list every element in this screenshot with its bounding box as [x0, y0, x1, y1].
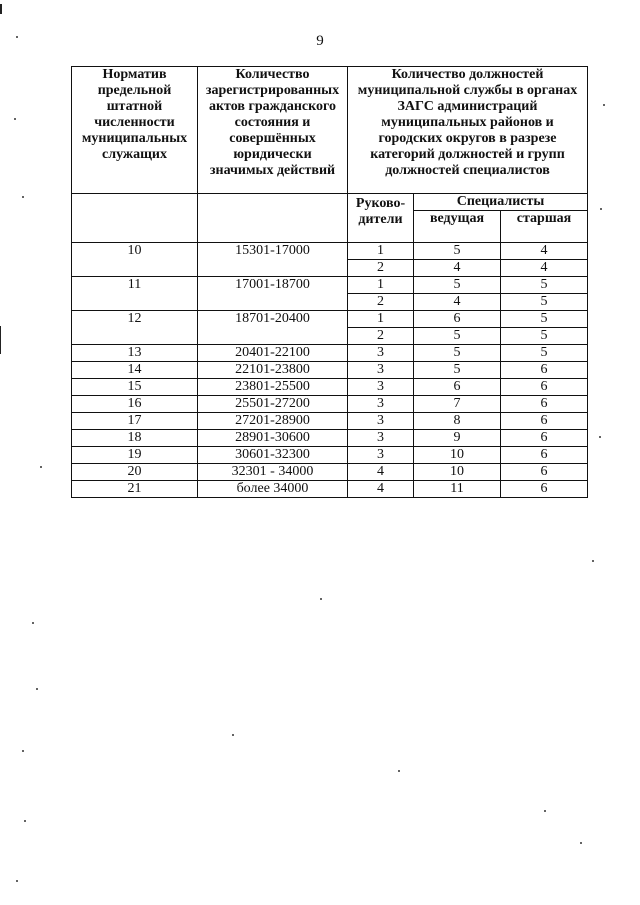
scan-speck: [603, 104, 605, 106]
cell-leading: 10: [414, 464, 501, 481]
cell-norm: 21: [72, 481, 198, 498]
header-positions: Количество должностей муниципальной службы в органах ЗАГС администраций муниципальных районов и городских округов в разрезе категорий должностей и групп должностей специалистов: [348, 67, 588, 194]
cell-acts: 32301 - 34000: [198, 464, 348, 481]
cell-leaders: 3: [348, 413, 414, 430]
scan-speck: [24, 820, 26, 822]
scan-speck: [580, 842, 582, 844]
cell-leaders: 3: [348, 362, 414, 379]
cell-acts: 17001-18700: [198, 277, 348, 311]
cell-leaders: 3: [348, 345, 414, 362]
cell-norm: 11: [72, 277, 198, 311]
cell-leaders: 3: [348, 430, 414, 447]
cell-senior: 6: [501, 379, 588, 396]
scan-speck: [40, 466, 42, 468]
cell-acts: 27201-28900: [198, 413, 348, 430]
cell-norm: 15: [72, 379, 198, 396]
scan-speck: [599, 436, 601, 438]
header-leaders: Руково-дители: [348, 194, 414, 243]
cell-leaders: 1: [348, 311, 414, 328]
cell-leaders: 1: [348, 243, 414, 260]
cell-leaders: 3: [348, 396, 414, 413]
scan-edge-mark: [0, 326, 1, 354]
cell-acts: более 34000: [198, 481, 348, 498]
cell-norm: 20: [72, 464, 198, 481]
scan-edge-mark: [0, 4, 2, 14]
cell-senior: 5: [501, 294, 588, 311]
cell-leading: 6: [414, 379, 501, 396]
cell-acts: 20401-22100: [198, 345, 348, 362]
header-acts: Количество зарегистрированных актов гражданского состояния и совершённых юридически значимых действий: [198, 67, 348, 194]
scan-speck: [592, 560, 594, 562]
scan-speck: [600, 208, 602, 210]
scan-speck: [16, 880, 18, 882]
cell-leading: 9: [414, 430, 501, 447]
cell-senior: 5: [501, 277, 588, 294]
cell-norm: 16: [72, 396, 198, 413]
scan-speck: [398, 770, 400, 772]
cell-senior: 6: [501, 362, 588, 379]
cell-leaders: 3: [348, 379, 414, 396]
scan-speck: [14, 118, 16, 120]
cell-senior: 5: [501, 328, 588, 345]
cell-acts: 25501-27200: [198, 396, 348, 413]
cell-acts: 23801-25500: [198, 379, 348, 396]
cell-leading: 7: [414, 396, 501, 413]
cell-leaders: 1: [348, 277, 414, 294]
cell-norm: 10: [72, 243, 198, 277]
cell-leading: 10: [414, 447, 501, 464]
scan-speck: [32, 622, 34, 624]
scan-speck: [16, 36, 18, 38]
cell-leaders: 4: [348, 481, 414, 498]
cell-senior: 6: [501, 430, 588, 447]
cell-leading: 5: [414, 362, 501, 379]
scan-speck: [232, 734, 234, 736]
scan-speck: [320, 598, 322, 600]
cell-senior: 6: [501, 413, 588, 430]
header-leading: ведущая: [414, 211, 501, 243]
scan-speck: [544, 810, 546, 812]
cell-leaders: 2: [348, 328, 414, 345]
cell-leading: 5: [414, 243, 501, 260]
cell-leading: 4: [414, 260, 501, 277]
header-acts-empty: [198, 194, 348, 243]
cell-norm: 18: [72, 430, 198, 447]
cell-senior: 5: [501, 345, 588, 362]
scan-speck: [36, 688, 38, 690]
cell-senior: 4: [501, 243, 588, 260]
cell-leading: 6: [414, 311, 501, 328]
cell-senior: 6: [501, 464, 588, 481]
cell-norm: 14: [72, 362, 198, 379]
cell-senior: 5: [501, 311, 588, 328]
header-senior: старшая: [501, 211, 588, 243]
cell-leaders: 4: [348, 464, 414, 481]
cell-leading: 5: [414, 345, 501, 362]
cell-norm: 12: [72, 311, 198, 345]
cell-leading: 8: [414, 413, 501, 430]
cell-acts: 18701-20400: [198, 311, 348, 345]
cell-leading: 5: [414, 328, 501, 345]
cell-acts: 15301-17000: [198, 243, 348, 277]
cell-acts: 28901-30600: [198, 430, 348, 447]
cell-leaders: 2: [348, 260, 414, 277]
header-norm: Норматив предельной штатной численности муниципальных служащих: [72, 67, 198, 194]
cell-acts: 22101-23800: [198, 362, 348, 379]
scan-speck: [22, 750, 24, 752]
cell-senior: 6: [501, 396, 588, 413]
cell-leaders: 2: [348, 294, 414, 311]
cell-leading: 5: [414, 277, 501, 294]
cell-senior: 4: [501, 260, 588, 277]
scan-speck: [22, 196, 24, 198]
cell-senior: 6: [501, 447, 588, 464]
cell-leading: 4: [414, 294, 501, 311]
cell-leaders: 3: [348, 447, 414, 464]
cell-norm: 17: [72, 413, 198, 430]
header-specialists: Специалисты: [414, 194, 588, 211]
header-norm-empty: [72, 194, 198, 243]
staffing-norms-table: [71, 66, 588, 498]
cell-norm: 19: [72, 447, 198, 464]
cell-acts: 30601-32300: [198, 447, 348, 464]
page-number: 9: [316, 33, 324, 49]
cell-norm: 13: [72, 345, 198, 362]
cell-leading: 11: [414, 481, 501, 498]
cell-senior: 6: [501, 481, 588, 498]
